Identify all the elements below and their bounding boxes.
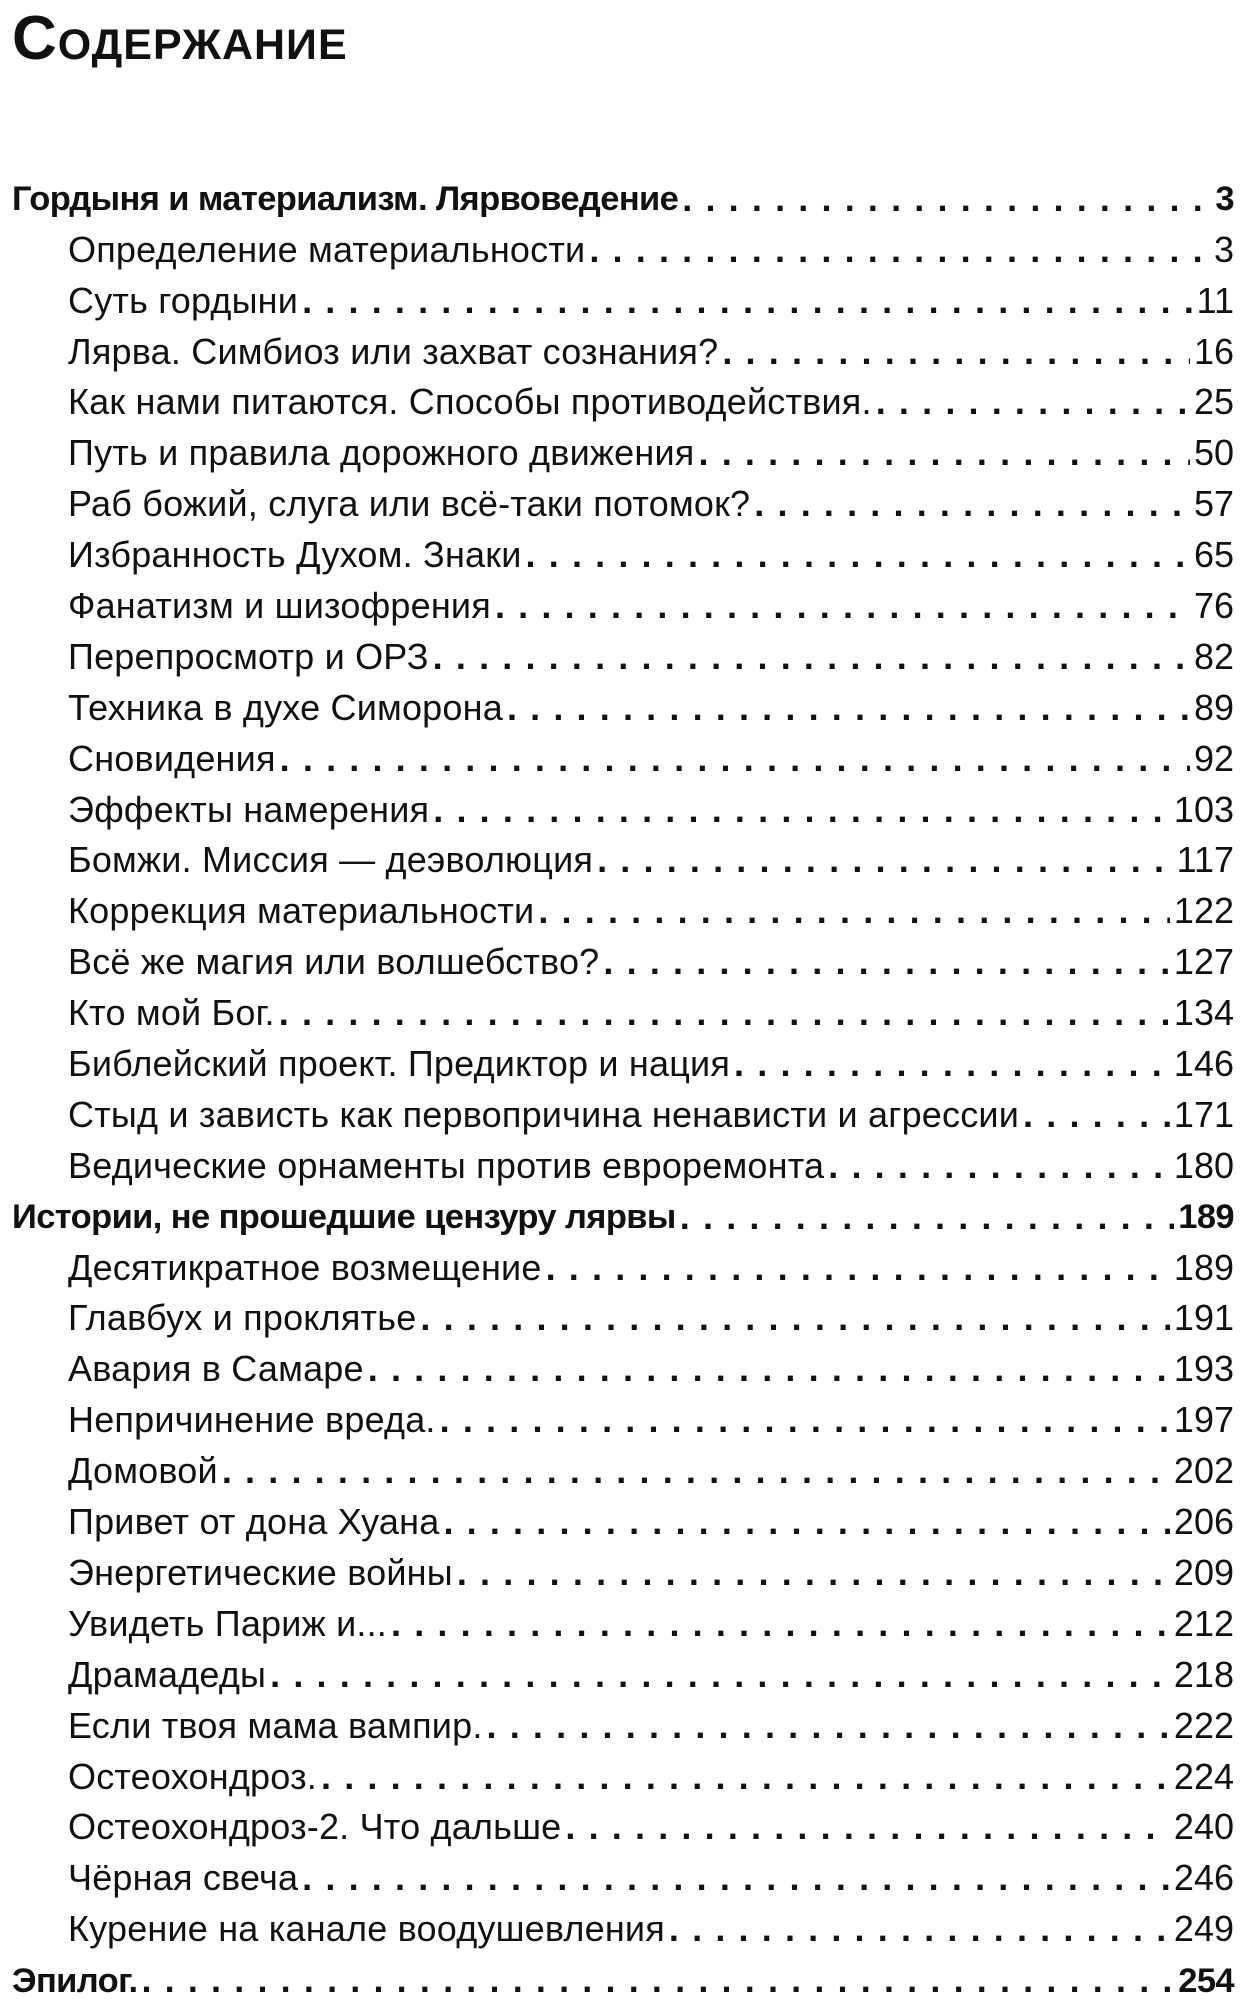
toc-entry-title: Перепросмотр и ОРЗ	[68, 635, 429, 677]
toc-entry-title: Суть гордыни	[68, 279, 299, 321]
toc-entry[interactable]	[12, 479, 1234, 530]
toc-entry[interactable]	[12, 988, 1234, 1039]
toc-entry-page-number: 206	[1173, 1501, 1234, 1543]
toc-entry-page-number: 171	[1173, 1093, 1234, 1135]
toc-entry-title: Десятикратное возмещение	[68, 1246, 542, 1288]
toc-entry-title: Главбух и проклятье	[68, 1297, 417, 1339]
toc-entry[interactable]	[12, 1803, 1234, 1854]
page-title: Содержание	[12, 4, 348, 73]
dot-leader	[222, 1453, 1170, 1489]
toc-entry-title: Эффекты намерения	[68, 788, 430, 830]
dot-leader	[391, 1606, 1170, 1642]
toc-entry-page-number: 191	[1173, 1297, 1234, 1339]
toc-entry-page-number: 25	[1193, 381, 1234, 423]
toc-entry-page-number: 103	[1173, 788, 1234, 830]
dot-leader	[526, 537, 1190, 573]
toc-entry[interactable]	[12, 1853, 1234, 1904]
toc-entry-title: Если твоя мама вампир.	[68, 1704, 483, 1746]
dot-leader	[546, 1250, 1170, 1286]
toc-entry-title: Гордыня и материализм. Лярвоведение	[12, 180, 679, 219]
toc-entry-title: Стыд и зависть как первопричина ненависти и агрессии	[68, 1093, 1020, 1135]
toc-entry-page-number: 209	[1173, 1551, 1234, 1593]
toc-entry-title: Определение материальности	[68, 228, 586, 270]
toc-entry-page-number: 254	[1178, 1961, 1234, 2000]
toc-entry-page-number: 197	[1173, 1399, 1234, 1441]
toc-entry-title: Чёрная свеча	[68, 1857, 299, 1899]
dot-leader	[597, 842, 1173, 878]
toc-entry-title: Курение на канале воодушевления	[68, 1908, 665, 1950]
toc-entry[interactable]	[12, 327, 1234, 378]
dot-leader	[433, 639, 1190, 675]
dot-leader	[565, 1809, 1170, 1845]
toc-entry-page-number: 246	[1173, 1857, 1234, 1899]
toc-entry-page-number: 193	[1173, 1348, 1234, 1390]
dot-leader	[589, 232, 1206, 268]
toc-entry-title: Истории, не прошедшие цензуру лярвы	[12, 1198, 676, 1237]
toc-entry-title: Фанатизм и шизофрения	[68, 585, 491, 627]
dot-leader	[302, 1860, 1170, 1896]
toc-entry-page-number: 127	[1173, 941, 1234, 983]
toc-entry-title: Всё же магия или волшебство?	[68, 941, 600, 983]
toc-entry[interactable]	[12, 1344, 1234, 1395]
toc-entry-page-number: 65	[1193, 534, 1234, 576]
toc-entry[interactable]	[12, 785, 1234, 836]
toc-entry[interactable]	[12, 1650, 1234, 1701]
dot-leader	[495, 588, 1190, 624]
toc-entry[interactable]	[12, 1904, 1234, 1955]
toc-entry-title: Кто мой Бог.	[68, 992, 275, 1034]
toc-entry-title: Бомжи. Миссия — деэволюция	[68, 839, 594, 881]
dot-leader	[280, 741, 1190, 777]
dot-leader	[270, 1657, 1170, 1693]
toc-entry-title: Ведические орнаменты против евроремонта	[68, 1144, 825, 1186]
toc-entry-page-number: 11	[1196, 279, 1234, 321]
dot-leader	[302, 283, 1193, 319]
toc-entry-title: Энергетические войны	[68, 1551, 453, 1593]
toc-entry[interactable]	[12, 276, 1234, 327]
dot-leader	[722, 334, 1190, 370]
toc-entry-title: Раб божий, слуга или всё-таки потомок?	[68, 483, 751, 525]
toc-entry-title: Библейский проект. Предиктор и нация	[68, 1043, 731, 1085]
toc-entry[interactable]	[12, 581, 1234, 632]
dot-leader	[321, 1759, 1170, 1795]
toc-entry[interactable]	[12, 1395, 1234, 1446]
dot-leader	[487, 1708, 1170, 1744]
toc-entry[interactable]	[12, 378, 1234, 429]
dot-leader	[279, 995, 1170, 1031]
toc-entry-page-number: 146	[1173, 1043, 1234, 1085]
toc-entry-page-number: 218	[1173, 1653, 1234, 1695]
toc-entry-page-number: 222	[1173, 1704, 1234, 1746]
toc-entry-page-number: 82	[1193, 635, 1234, 677]
toc-entry-page-number: 122	[1173, 890, 1234, 932]
dot-leader	[368, 1351, 1170, 1387]
toc-entry-title: Техника в духе Симорона	[68, 686, 503, 728]
dot-leader	[734, 1046, 1170, 1082]
dot-leader	[433, 792, 1170, 828]
toc-entry-page-number: 189	[1178, 1198, 1234, 1237]
toc-entry[interactable]	[12, 1752, 1234, 1803]
dot-leader	[828, 1148, 1170, 1184]
dot-leader	[443, 1504, 1169, 1540]
toc-entry[interactable]	[12, 1446, 1234, 1497]
dot-leader	[682, 181, 1206, 217]
toc-entry[interactable]	[12, 632, 1234, 683]
dot-leader	[507, 690, 1190, 726]
dot-leader	[440, 1402, 1170, 1438]
toc-entry-title: Драмадеды	[68, 1653, 267, 1695]
toc-entry-page-number: 249	[1173, 1908, 1234, 1950]
toc-entry-page-number: 3	[1215, 180, 1234, 219]
toc-entry-page-number: 57	[1193, 483, 1234, 525]
toc-entry[interactable]	[12, 428, 1234, 479]
toc-entry[interactable]	[12, 1548, 1234, 1599]
toc-entry[interactable]	[12, 886, 1234, 937]
toc-entry[interactable]	[12, 937, 1234, 988]
toc-entry[interactable]	[12, 683, 1234, 734]
toc-entry[interactable]	[12, 734, 1234, 785]
toc-entry-page-number: 16	[1193, 330, 1234, 372]
toc-entry-page-number: 3	[1213, 228, 1234, 270]
toc-entry[interactable]	[12, 836, 1234, 887]
toc-entry-title: Остеохондроз.	[68, 1755, 317, 1797]
toc-entry-page-number: 189	[1173, 1246, 1234, 1288]
toc-entry[interactable]	[12, 1294, 1234, 1345]
dot-leader	[420, 1300, 1170, 1336]
toc-entry-title: Эпилог.	[12, 1961, 138, 2000]
toc-entry-page-number: 180	[1173, 1144, 1234, 1186]
toc-entry[interactable]	[12, 1039, 1234, 1090]
toc-entry-page-number: 117	[1176, 839, 1234, 881]
toc-entry[interactable]	[12, 1599, 1234, 1650]
dot-leader	[538, 893, 1170, 929]
toc-entry[interactable]	[12, 1497, 1234, 1548]
toc-entry[interactable]	[12, 1701, 1234, 1752]
toc-entry[interactable]	[12, 1141, 1234, 1192]
toc-entry-title: Лярва. Симбиоз или захват сознания?	[68, 330, 719, 372]
toc-entry-title: Привет от дона Хуана	[68, 1501, 440, 1543]
toc-entry-page-number: 202	[1173, 1450, 1234, 1492]
toc-entry-title: Коррекция материальности	[68, 890, 535, 932]
toc-section-entry[interactable]	[12, 1192, 1234, 1243]
dot-leader	[876, 384, 1190, 420]
toc-entry[interactable]	[12, 1090, 1234, 1141]
toc-entry-title: Непричинение вреда.	[68, 1399, 436, 1441]
toc-entry-page-number: 224	[1173, 1755, 1234, 1797]
toc-entry-title: Домовой	[68, 1450, 218, 1492]
dot-leader	[603, 944, 1170, 980]
toc-entry-title: Сновидения	[68, 737, 276, 779]
toc-section-entry[interactable]	[12, 174, 1234, 225]
dot-leader	[457, 1555, 1170, 1591]
toc-entry-title: Остеохондроз-2. Что дальше	[68, 1806, 562, 1848]
dot-leader	[1023, 1097, 1170, 1133]
toc-entry-page-number: 212	[1173, 1602, 1234, 1644]
toc-entry-title: Увидеть Париж и...	[68, 1602, 387, 1644]
toc-entry-title: Путь и правила дорожного движения	[68, 432, 695, 474]
toc-entry-title: Авария в Самаре	[68, 1348, 364, 1390]
toc-entry[interactable]	[12, 530, 1234, 581]
toc-entry-title: Как нами питаются. Способы противодействия.	[68, 381, 872, 423]
toc-entry-page-number: 134	[1173, 992, 1234, 1034]
dot-leader	[754, 486, 1190, 522]
dot-leader	[669, 1911, 1170, 1947]
toc-entry-page-number: 76	[1193, 585, 1234, 627]
toc-entry-page-number: 89	[1193, 686, 1234, 728]
toc-entry-title: Избранность Духом. Знаки	[68, 534, 522, 576]
table-of-contents	[12, 174, 1234, 2006]
toc-entry[interactable]	[12, 225, 1234, 276]
dot-leader	[698, 435, 1189, 471]
toc-entry-page-number: 92	[1193, 737, 1234, 779]
toc-entry[interactable]	[12, 1243, 1234, 1294]
toc-section-entry[interactable]	[12, 1955, 1234, 2006]
toc-entry-page-number: 240	[1173, 1806, 1234, 1848]
dot-leader	[680, 1199, 1174, 1235]
dot-leader	[141, 1962, 1174, 1998]
toc-entry-page-number: 50	[1193, 432, 1234, 474]
